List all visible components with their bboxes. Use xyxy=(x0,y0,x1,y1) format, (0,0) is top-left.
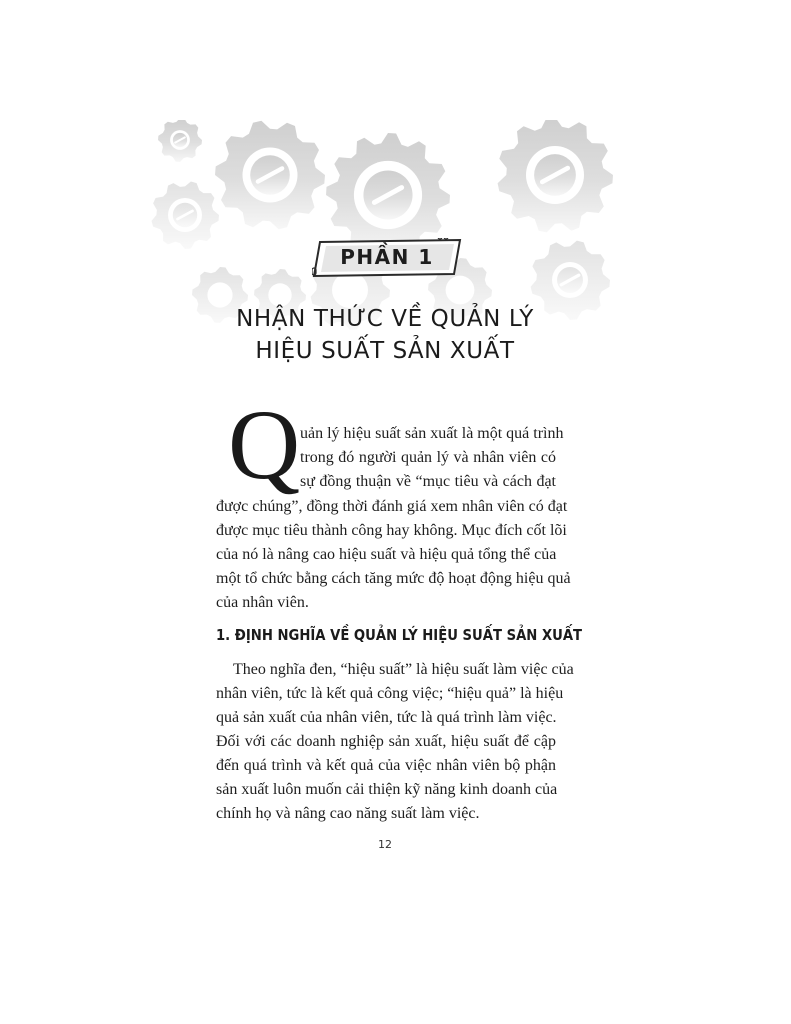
intro-line: của nó là nâng cao hiệu suất và hiệu quả tổng thể của xyxy=(216,546,557,563)
section-line: quả sản xuất của nhân viên, tức là quá trình làm việc. xyxy=(216,709,557,726)
chapter-title-line: HIỆU SUẤT SẢN XUẤT xyxy=(255,338,515,364)
intro-line: của nhân viên. xyxy=(216,594,309,611)
part-label-box xyxy=(312,238,462,278)
intro-line: một tổ chức bằng cách tăng mức độ hoạt động hiệu quả xyxy=(216,570,571,587)
chapter-title-line: NHẬN THỨC VỀ QUẢN LÝ xyxy=(236,306,534,332)
drop-cap: Q xyxy=(228,389,301,500)
gear-icon xyxy=(215,121,325,230)
section-line: đến quá trình và kết quả của việc nhân viên bộ phận xyxy=(216,757,556,774)
section-heading: 1. ĐỊNH NGHĨA VỀ QUẢN LÝ HIỆU SUẤT SẢN XUẤT xyxy=(216,626,583,644)
section-line: nhân viên, tức là kết quả công việc; “hiệu quả” là hiệu xyxy=(216,685,564,702)
gear-icon xyxy=(498,120,613,232)
intro-line: được chúng”, đồng thời đánh giá xem nhân viên có đạt xyxy=(216,498,568,515)
section-line: chính họ và nâng cao năng suất làm việc. xyxy=(216,805,480,822)
section-line: sản xuất luôn muốn cải thiện kỹ năng kinh doanh của xyxy=(216,781,558,798)
chapter-title xyxy=(150,303,620,367)
gear-icon xyxy=(158,120,202,162)
section-line: Theo nghĩa đen, “hiệu suất” là hiệu suất làm việc của xyxy=(233,661,574,678)
section-line: Đối với các doanh nghiệp sản xuất, hiệu suất để cập xyxy=(216,733,556,750)
part-label: PHẦN 1 xyxy=(340,245,434,269)
page-number: 12 xyxy=(378,838,392,851)
intro-line: sự đồng thuận về “mục tiêu và cách đạt xyxy=(300,473,556,490)
intro-line: được mục tiêu thành công hay không. Mục đích cốt lõi xyxy=(216,522,567,539)
intro-line: uản lý hiệu suất sản xuất là một quá trình xyxy=(300,425,564,442)
intro-line: trong đó người quản lý và nhân viên có xyxy=(300,449,556,466)
gear-icon xyxy=(152,182,220,250)
